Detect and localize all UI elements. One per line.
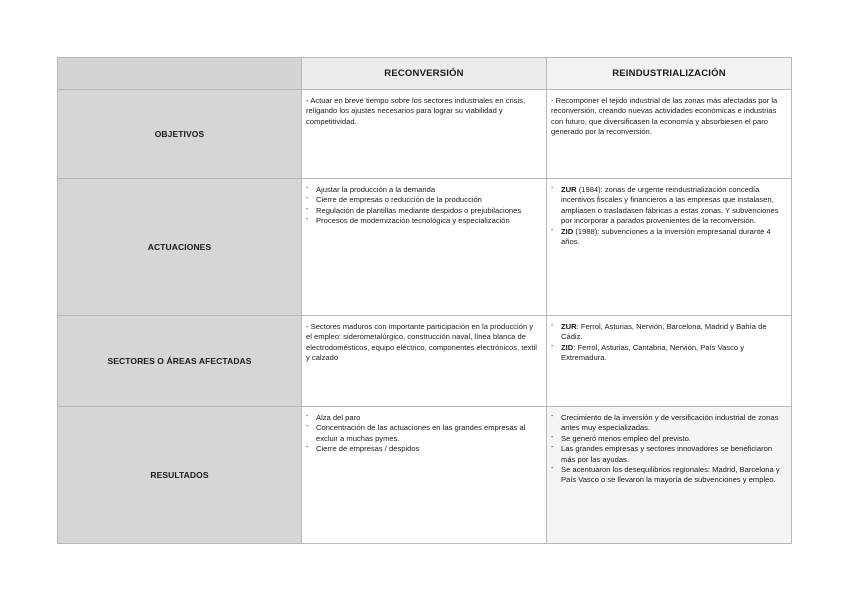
cell-sectores-reindustrializacion [547,316,792,407]
table-row-objetivos [58,90,792,179]
cell-actuaciones-reindustrializacion [547,179,792,316]
objetivos-reindustrializacion-text: - Recomponer el tejido industrial de las zonas más afectadas por la reconversión, creando nuevas actividades económicas e industrias con futuro, que diversificasen la economía y absorbiesen el paro generado por la reconversión. [551,96,778,137]
list-item-text: Cierre de empresas / despidos [316,444,420,454]
row-label-sectores: SECTORES O ÁREAS AFECTADAS [58,316,302,407]
list-item [306,413,541,423]
list-item [551,434,786,444]
sectores-reconversion-text: - Sectores maduros con importante participación en la producción y el empleo: siderometalúrgico, construcción naval, línea blanca de electrodomésticos, equipo eléctrico, componentes electrónicos, textil y calzado [306,322,537,363]
list-marker: - [306,195,309,203]
list-item-text: (1988): subvenciones a la inversión empresarial durante 4 años. [561,226,771,247]
list-item [551,227,786,248]
keyword-zid: ZID [561,342,574,352]
list-item [306,195,541,205]
resultados-reconversion-list [306,413,541,455]
header-corner-cell [58,58,302,90]
cell-objetivos-reconversion [302,90,547,179]
cell-sectores-reconversion [302,316,547,407]
list-marker: - [551,226,554,234]
list-item-text: Concentración de las actuaciones en las grandes empresas al excluir a muchas pymes. [316,423,526,443]
list-marker: - [551,413,554,420]
cell-objetivos-reindustrializacion [547,90,792,179]
cell-resultados-reconversion [302,407,547,544]
table-row-resultados [58,407,792,544]
list-item-text: Las grandes empresas y sectores innovadores se beneficiaron más por las ayudas. [561,444,773,464]
list-item [306,185,541,195]
list-marker: - [551,185,554,192]
table-row-sectores [58,316,792,407]
sectores-reindustrializacion-list [551,322,786,364]
list-marker: - [306,205,309,213]
list-item [306,423,541,444]
list-item-text: Procesos de modernización tecnológica y especialización [316,216,510,226]
list-item [306,206,541,216]
list-item-text: Cierre de empresas o reducción de la producción [316,195,482,205]
list-item-text: Alza del paro [316,413,361,422]
list-item-text: Regulación de plantillas mediante despidos o prejubilaciones [316,205,522,215]
list-marker: - [306,413,309,420]
row-label-resultados: RESULTADOS [58,407,302,544]
list-marker: - [551,342,554,350]
list-item [306,216,541,226]
row-label-objetivos: OBJETIVOS [58,90,302,179]
table-row-actuaciones [58,179,792,316]
keyword-zur: ZUR [561,185,577,194]
header-reindustrializacion: REINDUSTRIALIZACIÓN [547,58,792,90]
list-marker: - [551,433,554,441]
list-item-text: : Ferrol, Asturias, Nervión, Barcelona, Madrid y Bahía de Cádiz. [561,322,767,342]
comparison-table [57,57,792,544]
actuaciones-reindustrializacion-list [551,185,786,247]
list-item-text: Ajustar la producción a la demanda [316,185,436,194]
list-item-text: Se acentuaron los desequilibrios regionales: Madrid, Barcelona y País Vasco o se llevaron la mayoría de subvenciones y empleo. [561,465,780,485]
header-reconversion: RECONVERSIÓN [302,58,547,90]
actuaciones-reconversion-list [306,185,541,227]
list-item-text: (1984): zonas de urgente reindustrialización concedía incentivos fiscales y financieros a las empresas que instalasen, ampliasen o trasladasen fábricas a estas zonas. Y subvenciones por incorporar a parados provenientes de la reconversión. [561,185,779,226]
list-item [551,185,786,227]
list-item-text: : Ferrol, Asturias, Cantabria, Nervión, País Vasco y Extremadura. [561,342,745,363]
keyword-zid: ZID [561,226,574,236]
row-label-actuaciones: ACTUACIONES [58,179,302,316]
list-marker: - [551,444,554,452]
cell-actuaciones-reconversion [302,179,547,316]
list-marker: - [306,185,309,192]
list-item [551,465,786,486]
list-marker: - [306,423,309,431]
list-item [306,444,541,454]
list-marker: - [551,465,554,473]
list-item [551,322,786,343]
list-item [551,444,786,465]
list-item-text: Crecimiento de la inversión y de versificación industrial de zonas antes muy especializadas. [561,413,779,433]
list-marker: - [551,322,554,329]
cell-resultados-reindustrializacion [547,407,792,544]
keyword-zur: ZUR [561,322,577,331]
list-item [551,343,786,364]
objetivos-reconversion-text: - Actuar en breve tiempo sobre los sectores industriales en crisis, religando los ajustes necesarios para lograr su viabilidad y competitividad. [306,96,526,126]
list-item-text: Se generó menos empleo del previsto. [561,433,692,443]
list-marker: - [306,444,309,452]
resultados-reindustrializacion-list [551,413,786,486]
list-marker: - [306,216,309,224]
list-item [551,413,786,434]
header-row [58,58,792,90]
